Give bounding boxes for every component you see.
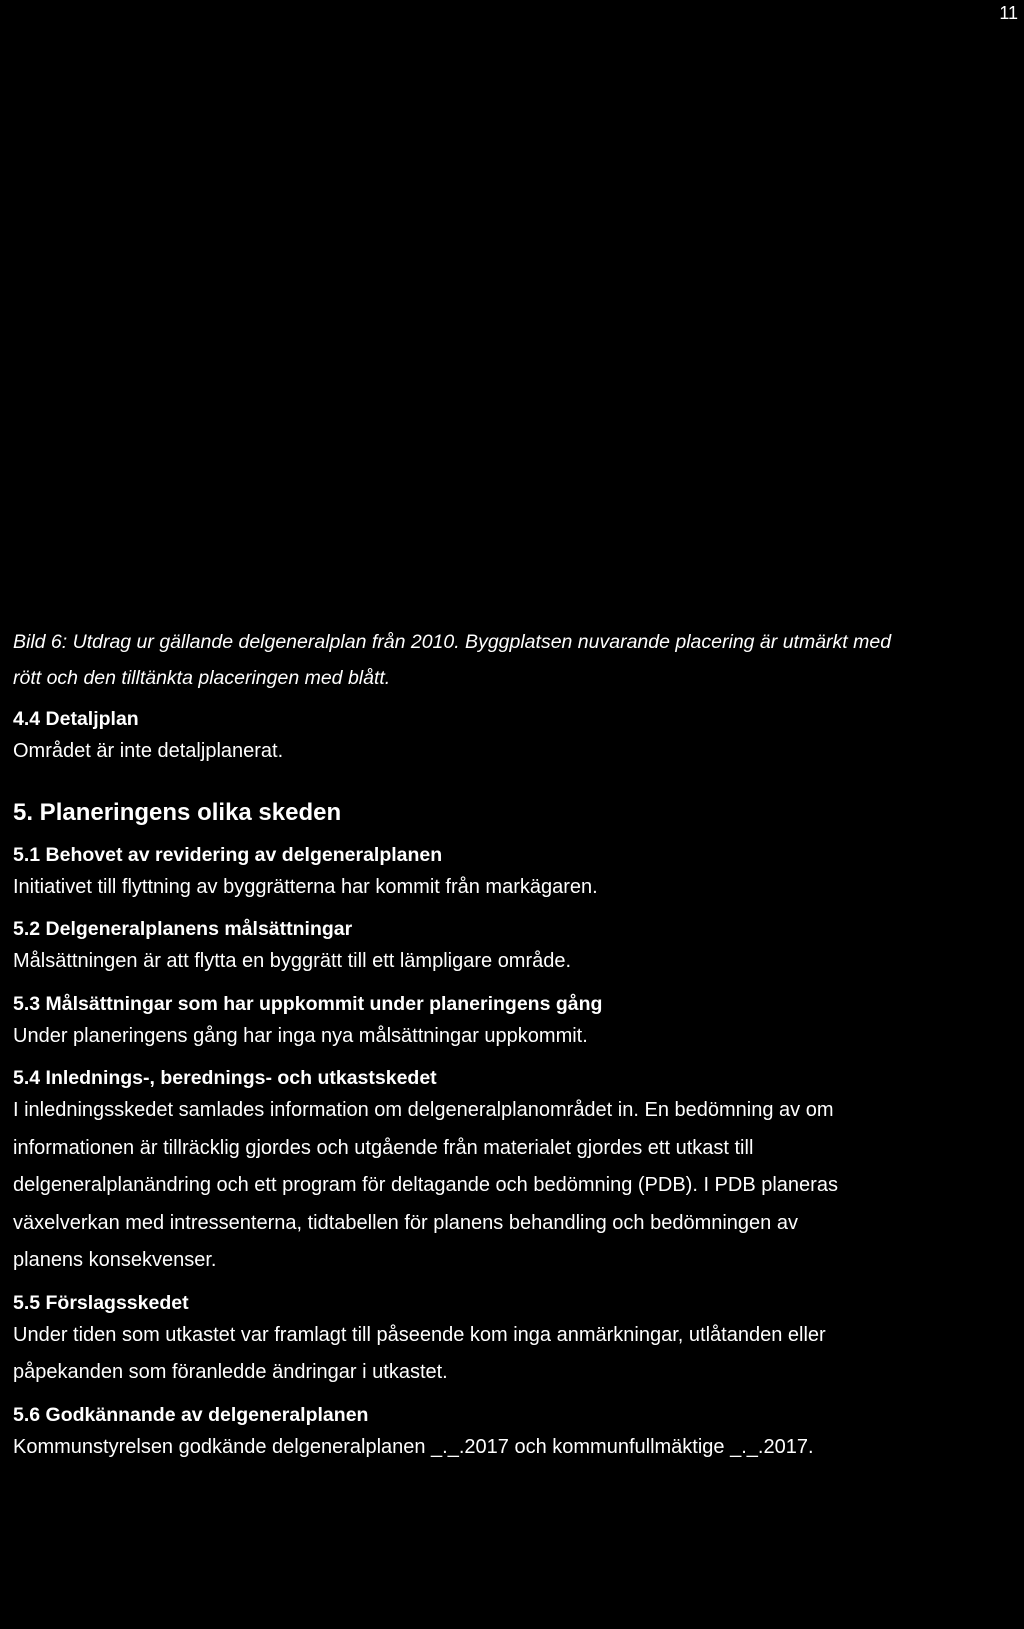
paragraph-5-3: Under planeringens gång har inga nya målsättningar uppkommit.: [13, 1024, 588, 1047]
paragraph-line: påpekanden som föranledde ändringar i utkastet.: [13, 1361, 448, 1383]
heading-5-1: 5.1 Behovet av revidering av delgeneralplanen: [13, 843, 443, 866]
paragraph-4-4: Området är inte detaljplanerat.: [13, 740, 284, 762]
paragraph-line: Under tiden som utkastet var framlagt till påseende kom inga anmärkningar, utlåtanden eller: [13, 1323, 826, 1346]
paragraph-5-4: [13, 1092, 1018, 1280]
document-body: [13, 624, 1018, 1466]
page-number: 11: [999, 3, 1018, 23]
heading-5-4: 5.4 Inlednings-, berednings- och utkastskedet: [13, 1067, 437, 1089]
paragraph-5-2: Målsättningen är att flytta en byggrätt till ett lämpligare område.: [13, 950, 572, 972]
heading-5-2: 5.2 Delgeneralplanens målsättningar: [13, 918, 353, 940]
heading-5-3: 5.3 Målsättningar som har uppkommit under planeringens gång: [13, 992, 603, 1015]
heading-4-4: 4.4 Detaljplan: [13, 708, 139, 730]
figure-caption: [13, 624, 1018, 696]
heading-5-6: 5.6 Godkännande av delgeneralplanen: [13, 1403, 369, 1426]
paragraph-line: delgeneralplanändring och ett program för deltagande och bedömning (PDB). I PDB planeras: [13, 1174, 838, 1196]
map-image-area: [0, 30, 1024, 605]
paragraph-5-5: [13, 1317, 1018, 1392]
paragraph-line: växelverkan med intressenterna, tidtabellen för planens behandling och bedömningen av: [13, 1211, 798, 1234]
heading-5: 5. Planeringens olika skeden: [13, 798, 342, 826]
paragraph-5-6: Kommunstyrelsen godkände delgeneralplanen _._.2017 och kommunfullmäktige _._.2017.: [13, 1435, 814, 1458]
paragraph-line: I inledningsskedet samlades information om delgeneralplanområdet in. En bedömning av om: [13, 1099, 834, 1121]
paragraph-5-1: Initiativet till flyttning av byggrätterna har kommit från markägaren.: [13, 875, 598, 898]
paragraph-line: planens konsekvenser.: [13, 1249, 217, 1271]
paragraph-line: informationen är tillräcklig gjordes och utgående från materialet gjordes ett utkast till: [13, 1136, 754, 1159]
caption-line-1: Bild 6: Utdrag ur gällande delgeneralplan från 2010. Byggplatsen nuvarande placering är utmärkt med: [13, 631, 892, 653]
caption-line-2: rött och den tilltänkta placeringen med blått.: [13, 667, 391, 689]
heading-5-5: 5.5 Förslagsskedet: [13, 1291, 189, 1314]
